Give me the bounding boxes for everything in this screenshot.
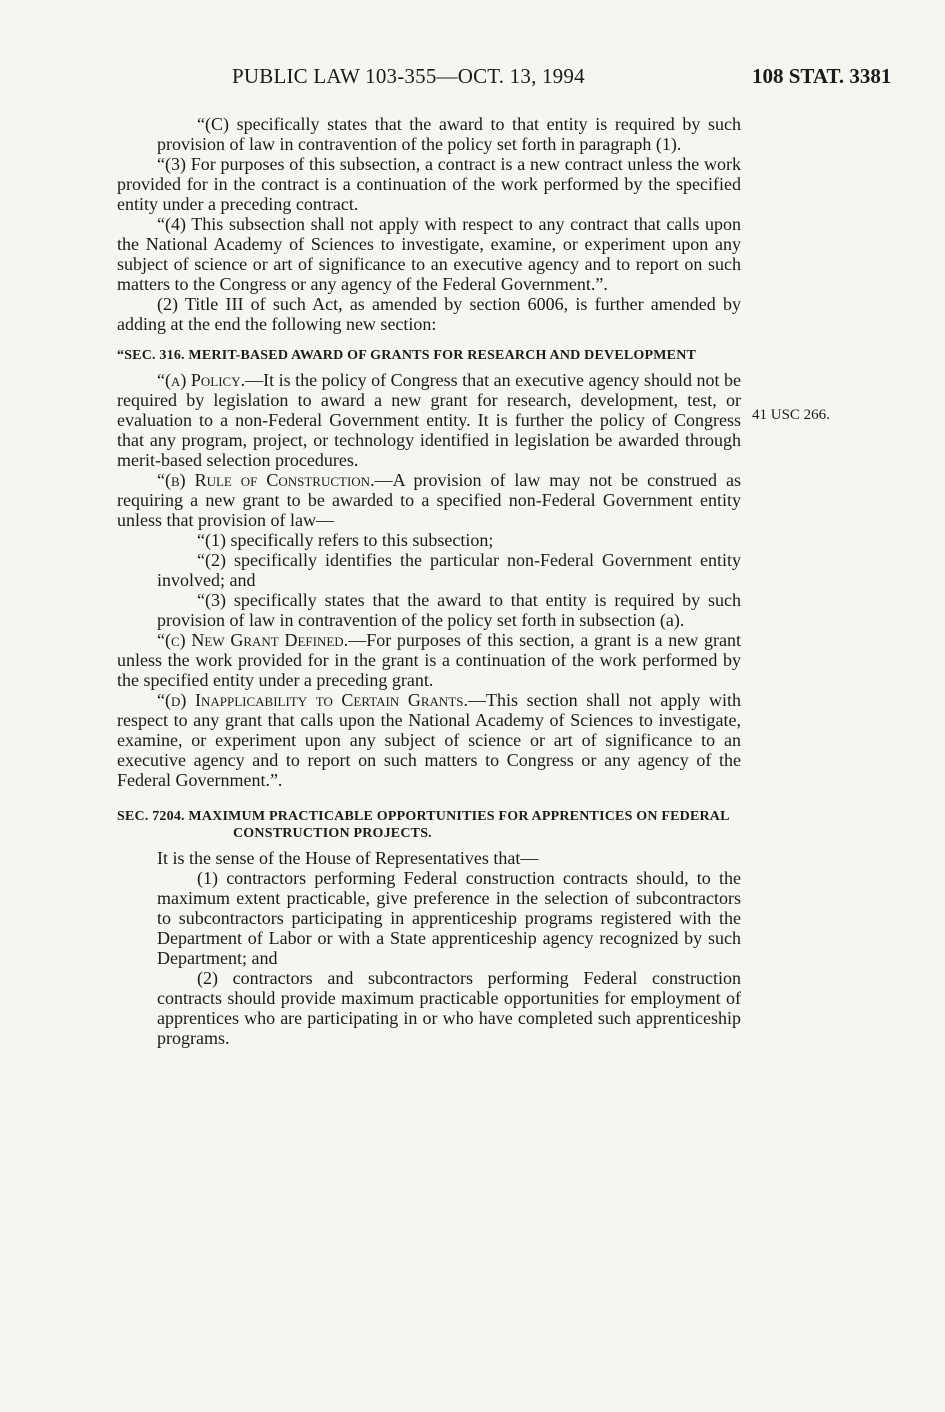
paragraph-title-iii: (2) Title III of such Act, as amended by section 6006, is further amended by adding at the end the following new section: <box>117 294 741 334</box>
paragraph-3: “(3) For purposes of this subsection, a contract is a new contract unless the work provided for in the contract is a continuation of the work performed by the specified entity under a preceding contract. <box>117 154 741 214</box>
paragraph-4: “(4) This subsection shall not apply with respect to any contract that calls upon the National Academy of Sciences to investigate, examine, or experiment upon any subject of science or art of significance to an executive agency and to report on such matters to the Congress or any agency of the Federal Government.”. <box>117 214 741 294</box>
subsection-c <box>117 630 741 690</box>
subsection-d <box>117 690 741 790</box>
subsection-b-label: “(b) Rule of Construction. <box>157 470 375 490</box>
subsection-d-text: —This section shall not apply with respect to any grant that calls upon the National Academy of Sciences to investigate, examine, or experiment upon any subject of science or art of significance to an executive agency and to report on such matters to Congress or any agency of the Federal Government.”. <box>117 690 741 790</box>
paragraph-c: “(C) specifically states that the award to that entity is required by such provision of law in contravention of the policy set forth in paragraph (1). <box>157 114 741 154</box>
section-316-heading: “SEC. 316. MERIT-BASED AWARD OF GRANTS FOR RESEARCH AND DEVELOPMENT <box>117 348 697 363</box>
subsection-a <box>117 370 741 470</box>
subsection-a-text: —It is the policy of Congress that an executive agency should not be required by legislation to award a new grant for research, development, test, or evaluation to a non-Federal Government entity. It is further the policy of Congress that any program, project, or technology identified in legislation be awarded through merit-based selection procedures. <box>117 370 742 470</box>
margin-citation: 41 USC 266. <box>752 407 830 423</box>
subsection-b <box>117 470 741 530</box>
sense-item-2: (2) contractors and subcontractors performing Federal construction contracts should provide maximum practicable opportunities for employment of apprentices who are participating in or who have completed such apprenticeship programs. <box>157 968 741 1048</box>
subsection-b1: “(1) specifically refers to this subsection; <box>197 530 494 550</box>
subsection-a-label: “(a) Policy. <box>157 370 246 390</box>
running-header: PUBLIC LAW 103-355—OCT. 13, 1994 <box>232 64 585 88</box>
body-text <box>117 114 741 1048</box>
sense-item-1: (1) contractors performing Federal construction contracts should, to the maximum extent practicable, give preference in the selection of subcontractors to subcontractors participating in apprenticeship programs registered with the Department of Labor or with a State apprenticeship agency recognized by such Department; and <box>157 868 741 968</box>
subsection-c-text: —For purposes of this section, a grant is a new grant unless the work provided for in the grant is a continuation of the work performed by the specified entity under a preceding grant. <box>117 630 741 690</box>
section-7204-heading: SEC. 7204. MAXIMUM PRACTICABLE OPPORTUNITIES FOR APPRENTICES ON FEDERAL CONSTRUCTION PROJECTS. <box>117 809 729 841</box>
subsection-b2: “(2) specifically identifies the particular non-Federal Government entity involved; and <box>157 550 741 590</box>
subsection-c-label: “(c) New Grant Defined. <box>157 630 349 650</box>
statute-page-number: 108 STAT. 3381 <box>752 64 892 88</box>
subsection-d-label: “(d) Inapplicability to Certain Grants. <box>157 690 468 710</box>
subsection-b-text: —A provision of law may not be construed as requiring a new grant to be awarded to a specified non-Federal Government entity unless that provision of law— <box>117 470 741 530</box>
subsection-b3: “(3) specifically states that the award to that entity is required by such provision of law in contravention of the policy set forth in subsection (a). <box>157 590 741 630</box>
sense-of-house: It is the sense of the House of Representatives that— <box>157 848 539 868</box>
